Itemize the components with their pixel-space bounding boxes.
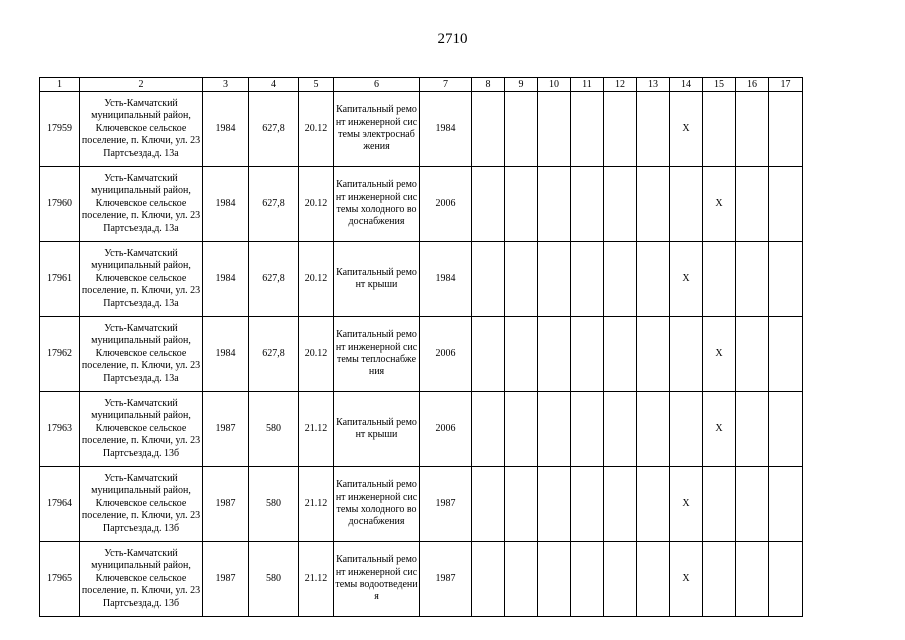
mark-cell-col-8 [472,542,505,617]
work-type-cell: Капитальный ремонт крыши [334,392,420,467]
table-body [40,92,803,617]
address-cell: Усть-Камчатский муниципальный район, Ключевское сельское поселение, п. Ключи, ул. 23 Партсъезда,д. 13а [80,167,203,242]
year-plan-cell: 2006 [420,167,472,242]
mark-cell-col-8 [472,92,505,167]
row-id-cell: 17963 [40,392,80,467]
mark-cell-col-14: X [670,467,703,542]
mark-cell-col-13 [637,467,670,542]
mark-cell-col-13 [637,392,670,467]
area-cell: 580 [249,392,299,467]
address-cell: Усть-Камчатский муниципальный район, Ключевское сельское поселение, п. Ключи, ул. 23 Партсъезда,д. 13а [80,317,203,392]
column-header: 7 [420,78,472,92]
column-header: 11 [571,78,604,92]
year-built-cell: 1987 [203,392,249,467]
column-header: 9 [505,78,538,92]
mark-cell-col-13 [637,317,670,392]
mark-cell-col-17 [769,467,803,542]
mark-cell-col-12 [604,392,637,467]
year-plan-cell: 1984 [420,242,472,317]
mark-cell-col-16 [736,242,769,317]
page-number: 2710 [437,31,468,47]
mark-cell-col-10 [538,317,571,392]
mark-cell-col-13 [637,242,670,317]
mark-cell-col-9 [505,317,538,392]
mark-cell-col-14: X [670,92,703,167]
work-type-cell: Капитальный ремонт инженерной системы холодного водоснабжения [334,467,420,542]
row-id-cell: 17965 [40,542,80,617]
area-cell: 627,8 [249,92,299,167]
mark-cell-col-15 [703,92,736,167]
mark-cell-col-12 [604,317,637,392]
registry-table [39,77,803,617]
column-header: 13 [637,78,670,92]
column-header: 4 [249,78,299,92]
mark-cell-col-11 [571,392,604,467]
header-row [40,78,803,92]
mark-cell-col-8 [472,242,505,317]
area-cell: 627,8 [249,167,299,242]
mark-cell-col-16 [736,392,769,467]
mark-cell-col-9 [505,92,538,167]
mark-cell-col-17 [769,317,803,392]
column-header: 6 [334,78,420,92]
mark-cell-col-12 [604,467,637,542]
mark-cell-col-14 [670,317,703,392]
address-cell: Усть-Камчатский муниципальный район, Ключевское сельское поселение, п. Ключи, ул. 23 Партсъезда,д. 13б [80,542,203,617]
mark-cell-col-10 [538,242,571,317]
work-type-cell: Капитальный ремонт инженерной системы водоотведения [334,542,420,617]
column-header: 16 [736,78,769,92]
mark-cell-col-15: X [703,317,736,392]
year-built-cell: 1984 [203,317,249,392]
mark-cell-col-17 [769,542,803,617]
mark-cell-col-8 [472,392,505,467]
code-cell: 21.12 [299,467,334,542]
code-cell: 20.12 [299,92,334,167]
mark-cell-col-17 [769,167,803,242]
mark-cell-col-14 [670,392,703,467]
mark-cell-col-9 [505,392,538,467]
address-cell: Усть-Камчатский муниципальный район, Ключевское сельское поселение, п. Ключи, ул. 23 Партсъезда,д. 13а [80,242,203,317]
mark-cell-col-15 [703,242,736,317]
column-header: 2 [80,78,203,92]
mark-cell-col-11 [571,317,604,392]
mark-cell-col-14: X [670,542,703,617]
column-header: 17 [769,78,803,92]
table-row [40,317,803,392]
mark-cell-col-9 [505,167,538,242]
table-row [40,167,803,242]
code-cell: 20.12 [299,242,334,317]
mark-cell-col-15 [703,467,736,542]
mark-cell-col-17 [769,242,803,317]
year-built-cell: 1987 [203,542,249,617]
year-plan-cell: 1984 [420,92,472,167]
row-id-cell: 17964 [40,467,80,542]
mark-cell-col-11 [571,242,604,317]
code-cell: 21.12 [299,542,334,617]
mark-cell-col-12 [604,92,637,167]
row-id-cell: 17960 [40,167,80,242]
column-header: 8 [472,78,505,92]
mark-cell-col-13 [637,167,670,242]
mark-cell-col-13 [637,92,670,167]
area-cell: 627,8 [249,317,299,392]
year-plan-cell: 1987 [420,542,472,617]
mark-cell-col-17 [769,92,803,167]
address-cell: Усть-Камчатский муниципальный район, Ключевское сельское поселение, п. Ключи, ул. 23 Партсъезда,д. 13б [80,392,203,467]
year-plan-cell: 1987 [420,467,472,542]
year-built-cell: 1987 [203,467,249,542]
area-cell: 627,8 [249,242,299,317]
column-header: 12 [604,78,637,92]
mark-cell-col-11 [571,542,604,617]
column-header: 14 [670,78,703,92]
year-plan-cell: 2006 [420,392,472,467]
mark-cell-col-15: X [703,167,736,242]
mark-cell-col-8 [472,317,505,392]
address-cell: Усть-Камчатский муниципальный район, Ключевское сельское поселение, п. Ключи, ул. 23 Партсъезда,д. 13б [80,467,203,542]
mark-cell-col-16 [736,542,769,617]
table-row [40,92,803,167]
mark-cell-col-16 [736,317,769,392]
mark-cell-col-10 [538,92,571,167]
mark-cell-col-11 [571,92,604,167]
mark-cell-col-14 [670,167,703,242]
mark-cell-col-8 [472,467,505,542]
year-built-cell: 1984 [203,92,249,167]
mark-cell-col-12 [604,542,637,617]
mark-cell-col-16 [736,92,769,167]
work-type-cell: Капитальный ремонт инженерной системы электроснабжения [334,92,420,167]
column-header: 3 [203,78,249,92]
work-type-cell: Капитальный ремонт крыши [334,242,420,317]
column-header: 15 [703,78,736,92]
work-type-cell: Капитальный ремонт инженерной системы холодного водоснабжения [334,167,420,242]
code-cell: 21.12 [299,392,334,467]
mark-cell-col-9 [505,242,538,317]
mark-cell-col-8 [472,167,505,242]
table-row [40,542,803,617]
mark-cell-col-12 [604,242,637,317]
area-cell: 580 [249,467,299,542]
mark-cell-col-17 [769,392,803,467]
year-built-cell: 1984 [203,242,249,317]
mark-cell-col-13 [637,542,670,617]
table-row [40,242,803,317]
mark-cell-col-9 [505,542,538,617]
column-header: 10 [538,78,571,92]
row-id-cell: 17959 [40,92,80,167]
row-id-cell: 17961 [40,242,80,317]
code-cell: 20.12 [299,317,334,392]
year-built-cell: 1984 [203,167,249,242]
mark-cell-col-10 [538,392,571,467]
mark-cell-col-14: X [670,242,703,317]
address-cell: Усть-Камчатский муниципальный район, Ключевское сельское поселение, п. Ключи, ул. 23 Партсъезда,д. 13а [80,92,203,167]
mark-cell-col-10 [538,467,571,542]
mark-cell-col-9 [505,467,538,542]
mark-cell-col-10 [538,167,571,242]
table-row [40,392,803,467]
year-plan-cell: 2006 [420,317,472,392]
row-id-cell: 17962 [40,317,80,392]
mark-cell-col-11 [571,167,604,242]
mark-cell-col-16 [736,467,769,542]
mark-cell-col-10 [538,542,571,617]
area-cell: 580 [249,542,299,617]
mark-cell-col-15: X [703,392,736,467]
mark-cell-col-16 [736,167,769,242]
code-cell: 20.12 [299,167,334,242]
mark-cell-col-12 [604,167,637,242]
mark-cell-col-15 [703,542,736,617]
work-type-cell: Капитальный ремонт инженерной системы теплоснабжения [334,317,420,392]
column-header: 5 [299,78,334,92]
table-row [40,467,803,542]
mark-cell-col-11 [571,467,604,542]
column-header: 1 [40,78,80,92]
